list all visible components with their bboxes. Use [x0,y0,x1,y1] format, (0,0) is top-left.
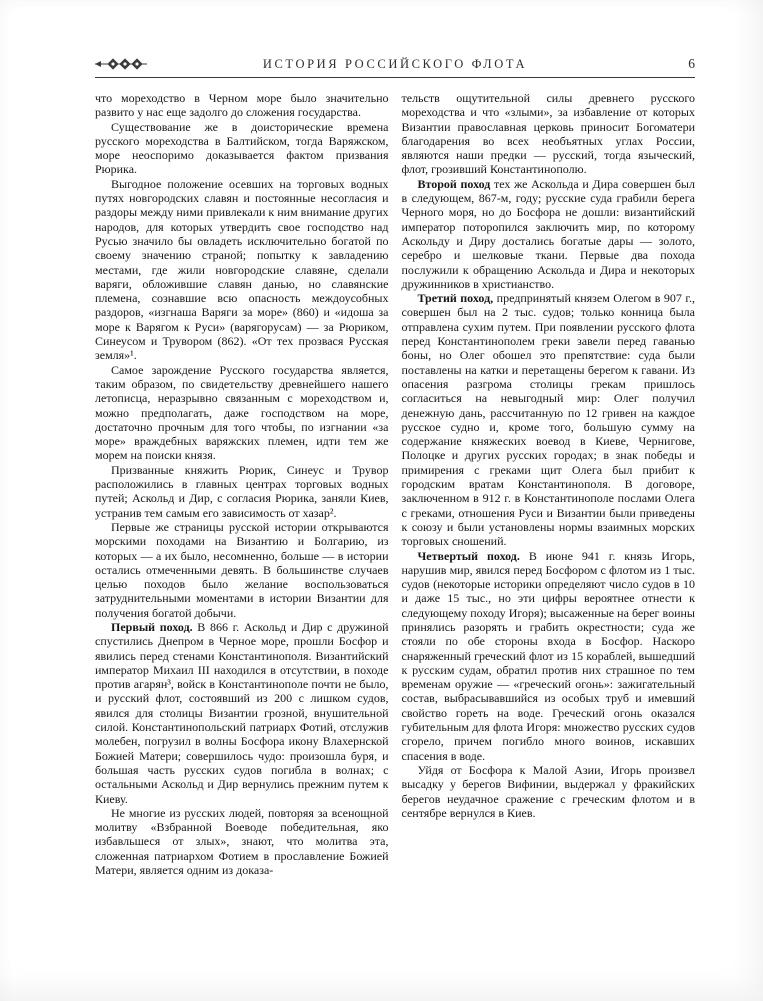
paragraph [402,549,696,763]
paragraph-text: тельств ощутительной силы древнего русского мореходства и что «злыми», за избавление от которых Византии православная церковь приносит Богоматери благодарения во всех необъятных углах России, являются наши предки — русский, тогда языческий, флот, грозивший Константинополю. [401,91,695,177]
header-rule [95,77,695,78]
paragraph [402,291,696,548]
paragraph-text: Уйдя от Босфора к Малой Азии, Игорь произвел высадку у берегов Вифинии, выдержал у фракийских берегов неудачное сражение с греческим флотом и в сентябре вернулся в Киев. [401,762,695,820]
paragraph-text: Призванные княжить Рюрик, Синеус и Трувор расположились в главных центрах торговых водных путей; Аскольд и Дир, с согласия Рюрика, заняли Киев, устранив тем самым его зависимость от хазар². [95,462,389,520]
right-column [402,91,696,877]
paragraph [95,620,389,806]
text-columns [95,91,695,877]
left-column [95,91,389,877]
paragraph-text: Выгодное положение осевших на торговых водных путях новгородских славян и постоянные несогласия и раздоры между ними привлекали к ним внимание других народов, для которых утвердить свое господство над Русью значило бы овладеть исключительно богатой по своему значению страной; попытку к завладению местами, где жили новгородские славяне, сделали варяги, обложившие славян данью, но славянские племена, сознавшие всю опасность междоусобных раздоров, «изгнаша Варяги за море» (860) и «идоша за море к Варягом к Руси» (варягорусам) — за Рюриком, Синеусом и Трувором (862). «От тех прозвася Русская земля»¹. [95,176,389,363]
paragraph-lead: Второй поход [417,176,491,191]
paragraph-text: В июне 941 г. князь Игорь, нарушив мир, явился перед Босфором с флотом из 1 тыс. судов (некоторые историки определяют число судов в 10 и даже 15 тыс., но эти цифры вероятнее отнести к следующему походу Игоря); высаженные на берег воины принялись разорять и грабить окрестности; суда же стояли по обе стороны входа в Босфор. Наскоро снаряженный греческий флот из 15 кораблей, вышедший к русским судам, обратил против них страшное по тем временам оружие — «греческий огонь»: зажигательный состав, выбрасывавшийся из особых труб и имевший свойство гореть на воде. Греческий огонь оказался губительным для флота Игоря: множество русских судов сгорело, причем погибло много воинов, искавших спасения в воде. [401,548,695,763]
page-number: 6 [688,56,695,71]
paragraph [402,763,696,820]
paragraph [95,363,389,463]
paragraph-text: предпринятый князем Олегом в 907 г., совершен был на 2 тыс. судов; только конница была отправлена сухим путем. При появлении русского флота перед Константинополем греки завели перед гаванью боны, но Олег обошел это препятствие: суда были поставлены на катки и перетащены берегом к гавани. Из опасения разгрома столицы грекам пришлось согласиться на невыгодный мир: Олег получил денежную дань, рассчитанную по 12 гривен на каждое русское судно и, кроме того, большую сумму на содержание княжеских воевод в Киеве, Чернигове, Полоцке и других русских городах; в знак победы и примирения с греками щит Олега был прибит к городским вратам Константинополя. В договоре, заключенном в 912 г. в Константинополе послами Олега с греками, отношения Руси и Византии были приведены к союзу и были установлены нормы взаимных морских торговых сношений. [401,291,695,549]
paragraph [95,177,389,363]
paragraph-text: Первые же страницы русской истории открываются морскими походами на Византию и Болгарию, из которых — а их было, несомненно, больше — в истории остались отмеченными девять. В большинстве случаев целью походов было желание воспользоваться затруднительными моментами в истории Византии для получения богатой добычи. [95,519,389,620]
paragraph [95,120,389,177]
paragraph [95,91,389,120]
paragraph [95,463,389,520]
paragraph-text: тех же Аскольда и Дира совершен был в следующем, 867-м, году; русские суда грабили берега Черного моря, но до Босфора не дошли: византийский император поторопился заключить мир, по которому Аскольду и Диру достались богатые дары — золото, серебро и шелковые ткани. Первые два похода послужили к обращению Аскольда и Дира и некоторых дружинников в христианство. [401,176,695,291]
paragraph [95,806,389,877]
paragraph [402,91,696,177]
paragraph-text: что мореходство в Черном море было значительно развито у нас еще задолго до сложения государства. [95,91,389,120]
running-head [95,54,695,74]
paragraph-text: Существование же в доисторические времена русского мореходства в Балтийском, тогда Варяжском, море неоспоримо доказывается фактом призвания Рюрика. [95,119,389,177]
paragraph-lead: Первый поход. [111,619,193,634]
page-title: ИСТОРИЯ РОССИЙСКОГО ФЛОТА [262,57,528,71]
paragraph-text: В 866 г. Аскольд и Дир с дружиной спустились Днепром в Черное море, прошли Босфор и явились перед стенами Константинополя. Византийский император Михаил III находился в отсутствии, в походе против агарян³, войск в Константинополе почти не было, и русский флот, состоявший из 200 с лишком судов, явился для столицы Византии грозной, внушительной силой. Константинопольский патриарх Фотий, отслужив молебен, погрузил в волны Босфора икону Влахернской Божией Матери; совершилось чудо: произошла буря, и большая часть русских судов погибла в волнах; с остальными Аскольд и Дир вернулись прежним путем к Киеву. [95,619,389,806]
paragraph-text: Не многие из русских людей, повторяя за всенощной молитву «Взбранной Воеводе победительная, яко избавльшеся от злых», знают, что молитва эта, сложенная патриархом Фотием в прославление Божией Матери, является одним из доказа- [95,805,389,878]
paragraph-lead: Четвертый поход. [417,548,520,563]
paragraph [95,520,389,620]
chain-ornament-icon [95,57,147,69]
paragraph [402,177,696,291]
paragraph-lead: Третий поход, [417,291,494,306]
paragraph-text: Самое зарождение Русского государства является, таким образом, по свидетельству древнейшего нашего летописца, неразрывно связанным с мореходством и, можно предполагать, даже господством на море, достаточно прочным для того чтобы, по изгнании «за море» враждебных варяжских племен, идти тем же морем на поиски князя. [95,362,389,463]
